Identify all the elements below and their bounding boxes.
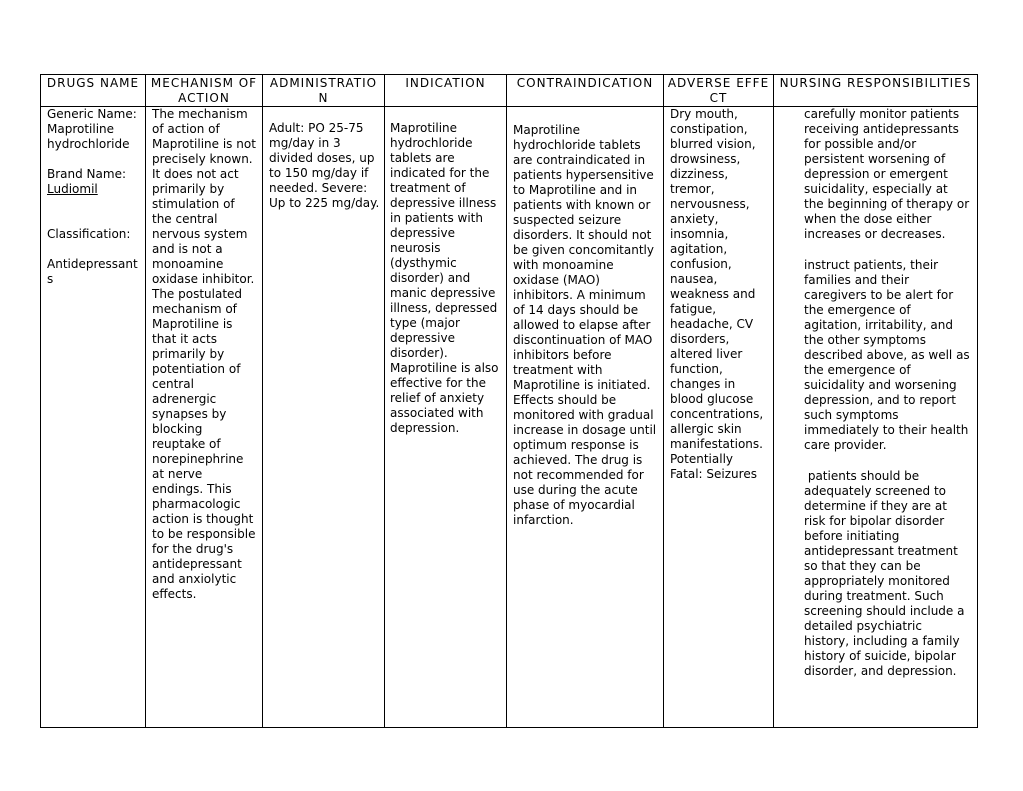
classification-value: Antidepressants (47, 257, 138, 286)
adverse-effect-cell (664, 107, 774, 728)
header-drugs-name: DRUGS NAME (41, 75, 146, 107)
mechanism-cell: The mechanism of action of Maprotiline is not precisely known. It does not act primarily by stimulation of the central nervous system and is not a monoamine oxidase inhibitor. The postulated mechanism of Maprotiline is that it acts primarily by potentiation of central adrenergic synapses by blocking reuptake of norepinephrine at nerve endings. This pharmacologic action is thought to be responsible for the drug's antidepressant and anxiolytic effects. (146, 107, 263, 728)
adverse-effects-list: Dry mouth, constipation, blurred vision, drowsiness, dizziness, tremor, nervousness, anxiety, insomnia, agitation, confusion, nausea, weakness and fatigue, headache, CV disorders, altered liver function, changes in blood glucose concentrations, allergic skin manifestations. (670, 107, 768, 451)
nursing-item: patients should be adequately screened to determine if they are at risk for bipolar disorder before initiating antidepressant treatment so that they can be appropriately monitored during treatment. Such screening should include a detailed psychiatric history, including a family history of suicide, bipolar disorder, and depression. (804, 469, 969, 678)
drug-table (40, 74, 978, 728)
brand-name-value: Ludiomil (47, 182, 98, 196)
header-mechanism: MECHANISM OF ACTION (146, 75, 263, 107)
indication-cell: Maprotiline hydrochloride tablets are indicated for the treatment of depressive illness in patients with depressive neurosis (dysthymic disorder) and manic depressive illness, depressed type (major depressive disorder). Maprotiline is also effective for the relief of anxiety associated with depression. (385, 107, 507, 728)
header-row (41, 75, 978, 107)
brand-name-label: Brand Name: (47, 167, 127, 181)
nursing-cell (774, 107, 978, 728)
header-nursing: NURSING RESPONSIBILITIES (774, 75, 978, 107)
nursing-item: instruct patients, their families and their caregivers to be alert for the emergence of agitation, irritability, and the other symptoms described above, as well as the emergence of suicidality and worsening depression, and to report such symptoms immediately to their health care provider. (804, 258, 974, 452)
header-contraindication: CONTRAINDICATION (507, 75, 664, 107)
classification-label: Classification: (47, 227, 131, 241)
generic-name-label: Generic Name: (47, 107, 137, 121)
header-indication: INDICATION (385, 75, 507, 107)
contraindication-cell: Maprotiline hydrochloride tablets are contraindicated in patients hypersensitive to Maprotiline and in patients with known or suspected seizure disorders. It should not be given concomitantly with monoamine oxidase (MAO) inhibitors. A minimum of 14 days should be allowed to elapse after discontinuation of MAO inhibitors before treatment with Maprotiline is initiated. Effects should be monitored with gradual increase in dosage until optimum response is achieved. The drug is not recommended for use during the acute phase of myocardial infarction. (507, 107, 664, 728)
table-row (41, 107, 978, 728)
drug-name-cell (41, 107, 146, 728)
header-adverse-effect: ADVERSE EFFECT (664, 75, 774, 107)
nursing-item: carefully monitor patients receiving antidepressants for possible and/or persistent worsening of depression or emergent suicidality, especially at the beginning of therapy or when the dose either increases or decreases. (804, 107, 974, 241)
administration-cell: Adult: PO 25-75 mg/day in 3 divided doses, up to 150 mg/day if needed. Severe: Up to 225 mg/day. (263, 107, 385, 728)
fatal-effects: Potentially Fatal: Seizures (670, 452, 757, 481)
header-administration: ADMINISTRATION (263, 75, 385, 107)
generic-name-value: Maprotiline hydrochloride (47, 122, 130, 151)
